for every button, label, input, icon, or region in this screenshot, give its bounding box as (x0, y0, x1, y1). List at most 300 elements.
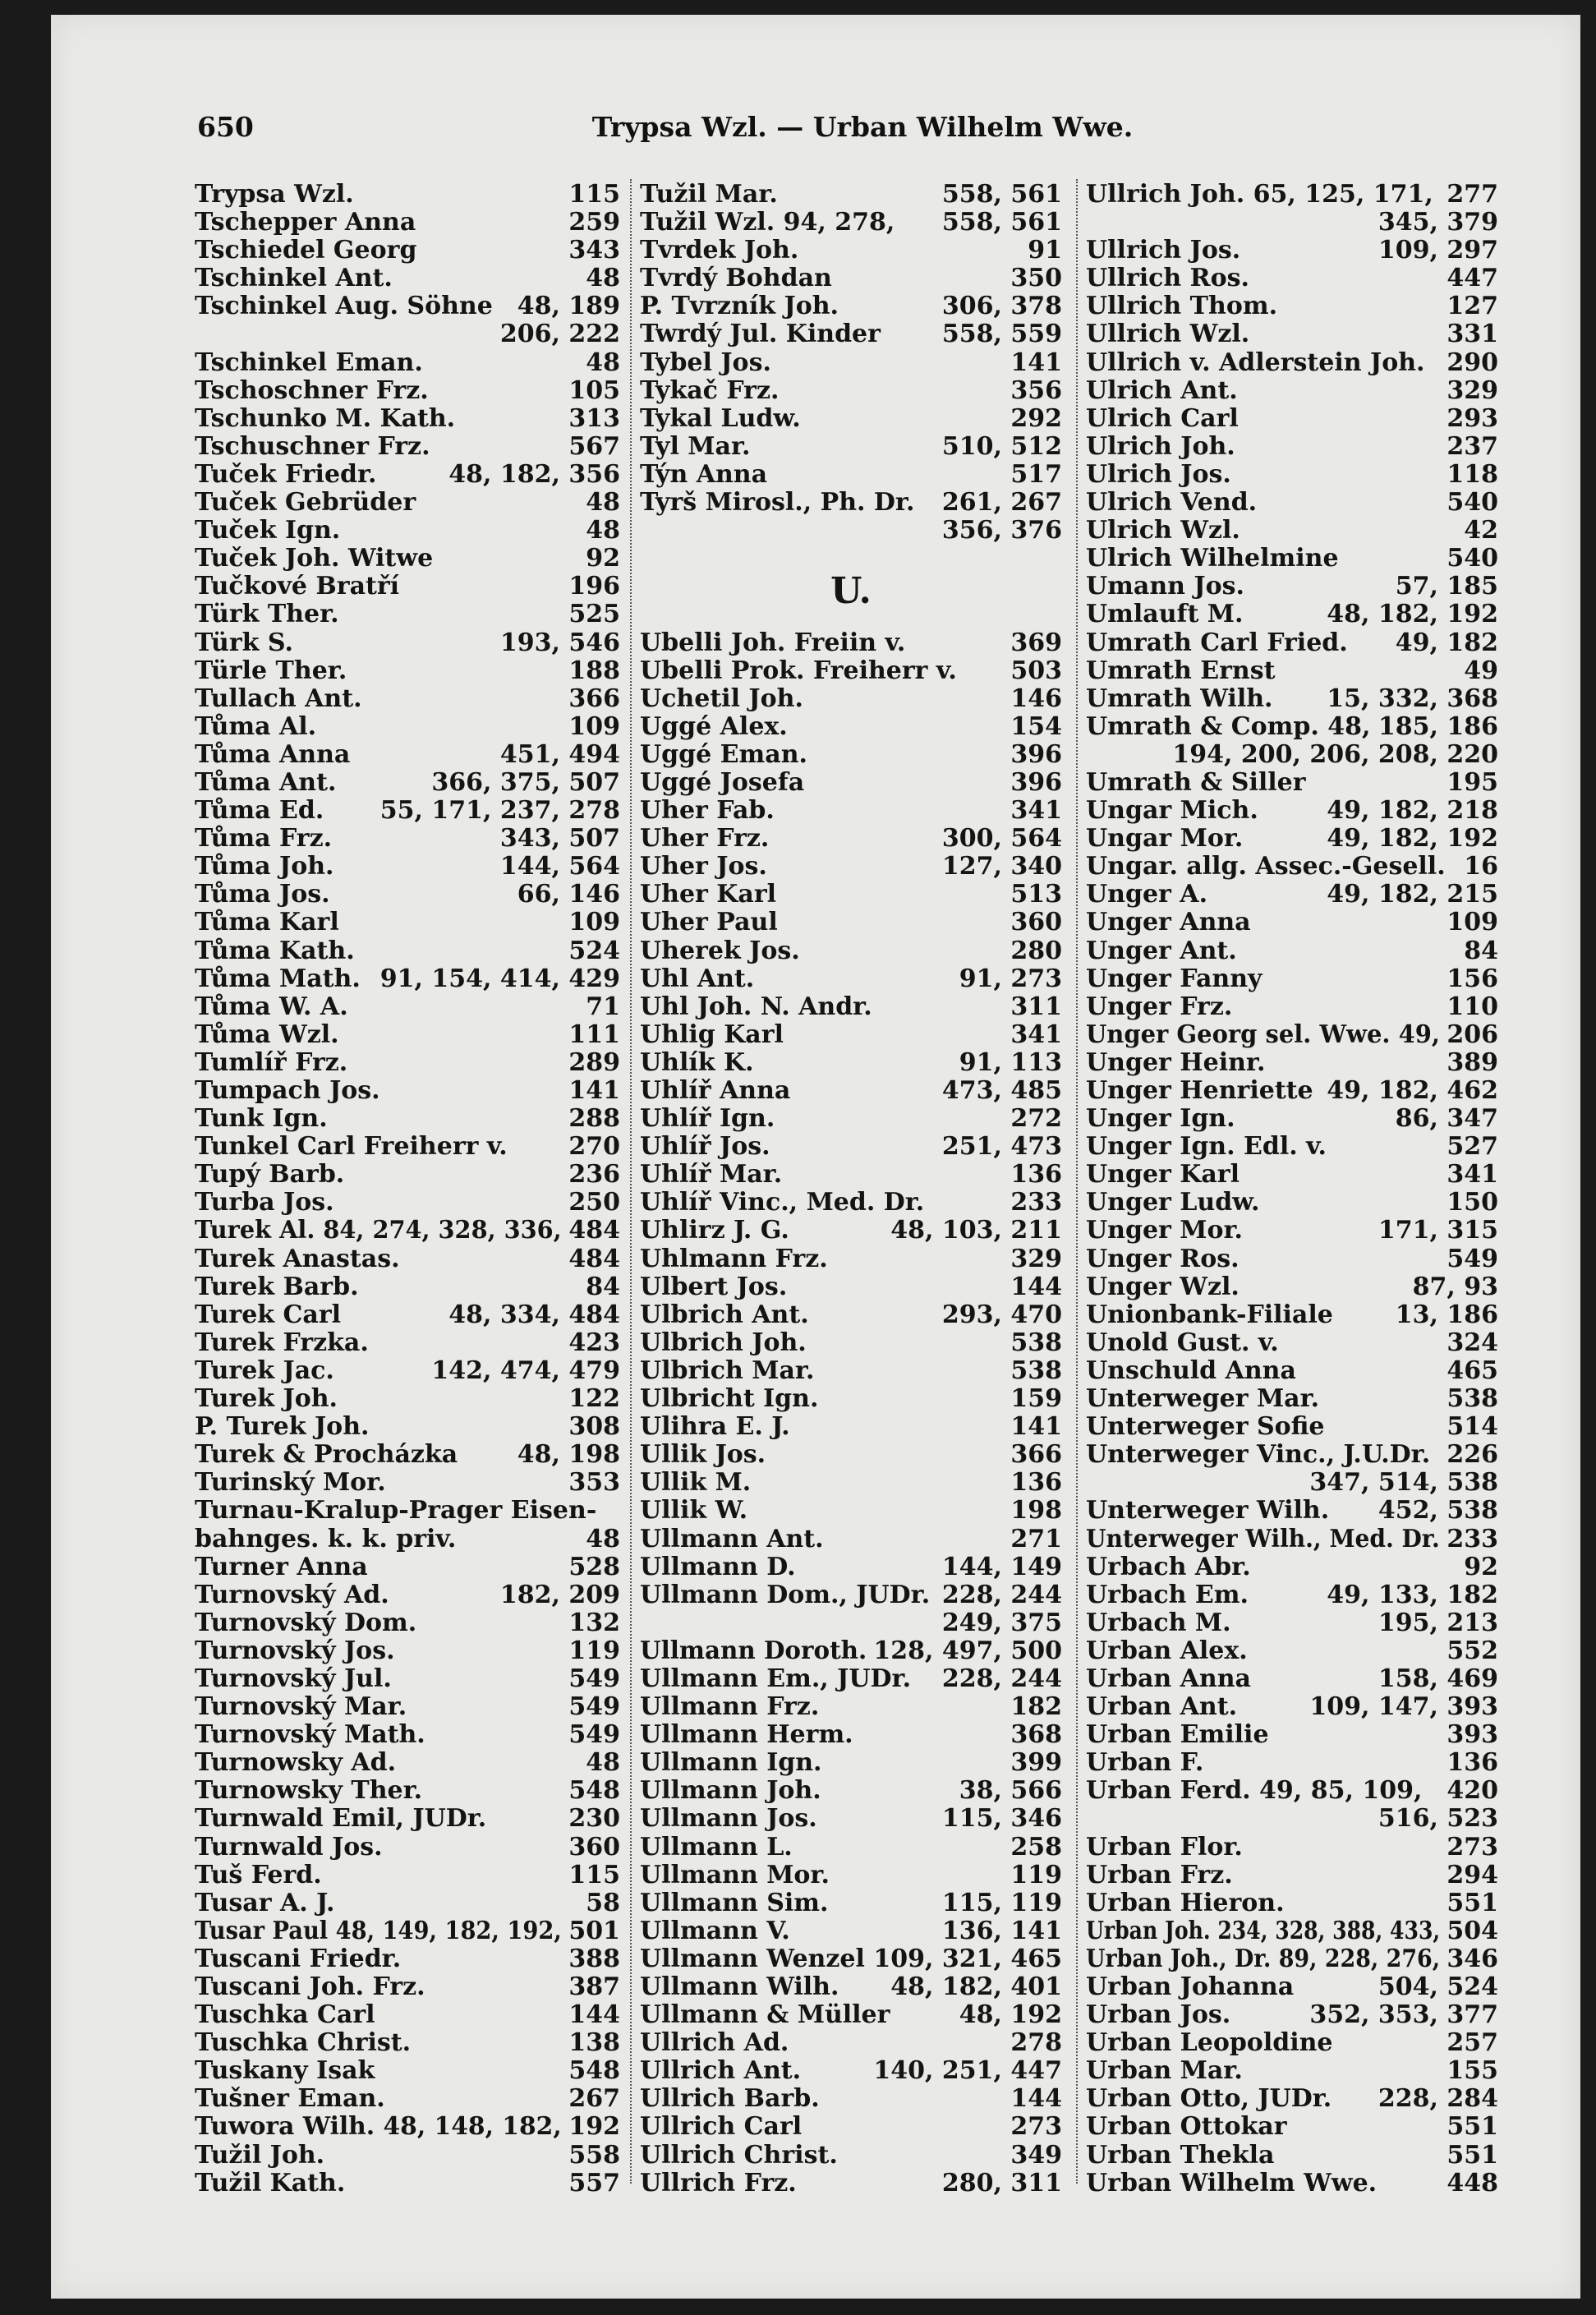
index-entry (1086, 1749, 1498, 1777)
entry-name: Tůma Wzl. (195, 1019, 339, 1049)
index-entry (1086, 1917, 1498, 1945)
index-entry (1086, 1077, 1498, 1105)
entry-name: Tůma Joh. (195, 852, 334, 881)
index-entry (640, 937, 1062, 965)
index-entry (195, 1441, 620, 1469)
entry-pages: 259 (568, 208, 620, 237)
entry-name: Uhlíř Mar. (640, 1160, 783, 1190)
entry-pages: 387 (568, 1972, 620, 2001)
index-entry (1086, 1721, 1498, 1749)
index-entry (195, 2029, 620, 2057)
index-entry (1086, 1665, 1498, 1693)
entry-pages: 558, 559 (941, 320, 1062, 349)
index-entry (195, 1917, 620, 1945)
entry-name: Unterweger Sofie (1086, 1412, 1325, 1442)
entry-pages: 551 (1447, 2140, 1498, 2170)
index-entry (1086, 265, 1498, 292)
entry-name: Tučkové Bratří (195, 572, 400, 601)
entry-pages: 389 (1447, 1047, 1498, 1077)
entry-pages: 393 (1447, 1720, 1498, 1750)
entry-name: Unger Ign. Edl. v. (1086, 1132, 1327, 1162)
index-entry (195, 237, 620, 265)
entry-name: Unger Mor. (1086, 1216, 1244, 1245)
index-entry (195, 1749, 620, 1777)
entry-name: Uherek Jos. (640, 936, 800, 965)
entry-pages: 261, 267 (941, 488, 1062, 518)
entry-pages: 278 (1010, 2028, 1062, 2058)
entry-pages: 514 (1447, 1412, 1498, 1442)
index-entry (195, 1357, 620, 1385)
entry-name: Turek Carl (195, 1300, 342, 1329)
entry-name: Umann Jos. (1086, 572, 1244, 601)
index-entry (195, 909, 620, 937)
entry-name: Ullrich Jos. (1086, 236, 1241, 265)
index-entry (640, 1301, 1062, 1329)
entry-pages: 448 (1447, 2168, 1498, 2198)
entry-pages: 306, 378 (941, 292, 1062, 321)
index-entry (1086, 1777, 1498, 1805)
index-entry (195, 1945, 620, 1973)
entry-name: Tůma Al. (195, 711, 317, 741)
entry-pages: 38, 566 (959, 1776, 1062, 1806)
entry-pages: 501 (568, 1916, 620, 1945)
entry-pages: 206, 222 (499, 320, 620, 349)
entry-name: Ullmann Ant. (640, 1524, 824, 1553)
entry-name: Turek Frzka. (195, 1328, 369, 1357)
index-entry (1086, 433, 1498, 461)
entry-name: Unterweger Vinc., J.U.Dr. (1086, 1440, 1431, 1470)
entry-pages: 110 (1447, 992, 1498, 1021)
index-entry (195, 1077, 620, 1105)
entry-pages: 350 (1010, 264, 1062, 293)
entry-name: Tůma Anna (195, 739, 351, 769)
entry-name: Turnovský Math. (195, 1720, 425, 1750)
index-entry (1086, 2001, 1498, 2029)
index-entry (195, 685, 620, 713)
entry-pages: 251, 473 (941, 1132, 1062, 1162)
entry-pages: 140, 251, 447 (873, 2056, 1062, 2086)
entry-name: Uhl Ant. (640, 964, 755, 993)
index-entry (1086, 965, 1498, 993)
index-entry (1086, 461, 1498, 489)
entry-pages: 329 (1447, 375, 1498, 405)
index-entry (1086, 1805, 1498, 1833)
page-number: 650 (197, 111, 254, 143)
entry-name: Tschunko M. Kath. (195, 403, 456, 433)
entry-name: Urban Ferd. 49, 85, 109, (1086, 1776, 1423, 1806)
entry-pages: 16 (1464, 852, 1498, 881)
entry-pages: 182 (1010, 1692, 1062, 1722)
index-entry (1086, 545, 1498, 573)
index-entry (640, 1413, 1062, 1441)
entry-pages: 353 (568, 1468, 620, 1498)
entry-name: Unger Heinr. (1086, 1047, 1266, 1077)
entry-name: Tuwora Wilh. 48, 148, 182, (195, 2112, 562, 2142)
index-entry (640, 909, 1062, 937)
index-entry (1086, 713, 1498, 741)
entry-pages: 136 (1010, 1468, 1062, 1498)
entry-name: Turnowsky Ad. (195, 1748, 397, 1778)
entry-name: Ullmann L. (640, 1832, 793, 1862)
entry-name: Ullmann Dom., JUDr. (640, 1580, 931, 1609)
entry-name: Turnovský Jul. (195, 1664, 392, 1693)
entry-pages: 122 (568, 1384, 620, 1414)
entry-pages: 128, 497, 500 (873, 1636, 1062, 1665)
entry-pages: 49, 182, 218 (1327, 796, 1498, 826)
entry-name: Urban Jos. (1086, 2000, 1231, 2030)
entry-pages: 48, 198 (517, 1440, 620, 1470)
entry-name: Unger A. (1086, 880, 1208, 909)
index-entry (195, 2057, 620, 2085)
index-entry (1086, 1049, 1498, 1077)
entry-name: Tuček Joh. Witwe (195, 544, 434, 573)
index-entry (195, 1889, 620, 1917)
entry-pages: 15, 332, 368 (1327, 683, 1498, 713)
index-entry (640, 1553, 1062, 1581)
entry-pages: 525 (568, 600, 620, 629)
index-entry (195, 1497, 620, 1525)
entry-name: Ullmann Herm. (640, 1720, 853, 1750)
entry-pages: 109, 321, 465 (873, 1944, 1062, 1973)
entry-name: Urban Anna (1086, 1664, 1251, 1693)
index-entry (195, 1581, 620, 1609)
entry-name: Türk S. (195, 628, 293, 657)
entry-pages: 48 (586, 488, 620, 518)
entry-name: Unger Ant. (1086, 936, 1237, 965)
entry-name: Tužil Kath. (195, 2168, 346, 2198)
entry-pages: 206 (1447, 1019, 1498, 1049)
index-entry (640, 853, 1062, 881)
index-entry (1086, 349, 1498, 377)
entry-pages: 138 (568, 2028, 620, 2058)
index-entry (195, 265, 620, 292)
index-entry (1086, 2057, 1498, 2085)
entry-name: Turek Anastas. (195, 1244, 400, 1273)
index-entry (1086, 601, 1498, 628)
entry-pages: 185, 186 (1378, 711, 1498, 741)
entry-pages: 84 (1464, 936, 1498, 965)
entry-name: Tschuschner Frz. (195, 431, 430, 461)
entry-pages: 551 (1447, 1888, 1498, 1917)
entry-pages: 341 (1010, 796, 1062, 826)
index-entry (640, 405, 1062, 433)
entry-pages: 109 (1447, 908, 1498, 937)
entry-name: Uggé Josefa (640, 767, 805, 797)
entry-name: Tůma Frz. (195, 824, 333, 854)
index-entry (195, 1805, 620, 1833)
index-entry (1086, 2142, 1498, 2170)
entry-pages: 345, 379 (1378, 208, 1498, 237)
entry-pages: 48 (586, 516, 620, 545)
index-entry (195, 433, 620, 461)
entry-pages: 272 (1010, 1104, 1062, 1134)
entry-name: Tůma Karl (195, 908, 339, 937)
entry-name: Urban Wilhelm Wwe. (1086, 2168, 1378, 2198)
entry-name: Unterweger Wilh. (1086, 1496, 1330, 1526)
entry-pages: 66, 146 (517, 880, 620, 909)
entry-pages: 257 (1447, 2028, 1498, 2058)
index-entry (640, 1581, 1062, 1609)
entry-pages: 258 (1010, 1832, 1062, 1862)
entry-name: Tschepper Anna (195, 208, 416, 237)
entry-name: P. Tvrzník Joh. (640, 292, 839, 321)
entry-pages: 196 (568, 572, 620, 601)
entry-pages: 347, 514, 538 (1309, 1468, 1498, 1498)
entry-name: Ullrich Frz. (640, 2168, 797, 2198)
entry-name: Ubelli Prok. Freiherr v. (640, 656, 957, 685)
entry-pages: 300, 564 (941, 824, 1062, 854)
entry-pages: 504, 524 (1378, 1972, 1498, 2001)
index-entry (640, 2142, 1062, 2170)
entry-pages: 141 (1010, 347, 1062, 377)
entry-name: Ullrich Ros. (1086, 264, 1249, 293)
index-entry (640, 181, 1062, 209)
entry-pages: 132 (568, 1608, 620, 1637)
entry-pages: 141 (1010, 1412, 1062, 1442)
index-entry (640, 881, 1062, 909)
entry-name: Uhlíř Jos. (640, 1132, 770, 1162)
entry-name: Turek Al. 84, 274, 328, 336, (195, 1216, 562, 1245)
entry-name: Tschinkel Ant. (195, 264, 393, 293)
index-entry (1086, 881, 1498, 909)
index-entry (640, 320, 1062, 348)
entry-name: Turnovský Dom. (195, 1608, 417, 1637)
entry-pages: 156 (1447, 964, 1498, 993)
entry-pages: 48, 182, 401 (890, 1972, 1062, 2001)
index-entry (195, 713, 620, 741)
index-entry (195, 601, 620, 628)
index-entry (1086, 237, 1498, 265)
entry-pages: 484 (568, 1216, 620, 1245)
entry-name: Tuček Ign. (195, 516, 341, 545)
index-entry (1086, 685, 1498, 713)
entry-name: Unschuld Anna (1086, 1355, 1296, 1385)
index-entry (195, 657, 620, 685)
index-entry (1086, 1245, 1498, 1273)
index-entry (640, 797, 1062, 825)
entry-name: Tužil Mar. (640, 180, 778, 209)
entry-name: Turnwald Emil, JUDr. (195, 1804, 487, 1834)
index-entry (1086, 405, 1498, 433)
entry-pages: 49, 133, 182 (1327, 1580, 1498, 1609)
entry-pages: 567 (568, 431, 620, 461)
entry-pages: 13, 186 (1395, 1300, 1498, 1329)
entry-pages: 154 (1010, 711, 1062, 741)
entry-pages: 49, 182 (1395, 628, 1498, 657)
entry-pages: 237 (1447, 431, 1498, 461)
entry-pages: 349 (1010, 2140, 1062, 2170)
index-entry (1086, 573, 1498, 601)
index-entry (640, 237, 1062, 265)
entry-pages: 182, 209 (499, 1580, 620, 1609)
index-entry (1086, 1413, 1498, 1441)
section-heading (640, 570, 1062, 613)
index-entry (1086, 937, 1498, 965)
index-entry (195, 1105, 620, 1133)
entry-pages: 250 (568, 1188, 620, 1217)
entry-pages: 91 (1028, 236, 1062, 265)
index-entry (1086, 1945, 1498, 1973)
index-entry (1086, 657, 1498, 685)
index-entry (1086, 1189, 1498, 1217)
entry-pages: 57, 185 (1395, 572, 1498, 601)
index-entry (195, 349, 620, 377)
entry-pages: 198 (1010, 1496, 1062, 1526)
index-entry (1086, 1526, 1498, 1553)
index-entry (640, 1497, 1062, 1525)
index-entry (640, 2085, 1062, 2113)
entry-name: U. (830, 570, 872, 613)
entry-pages: 127 (1447, 292, 1498, 321)
index-entry (195, 1721, 620, 1749)
index-entry (195, 1609, 620, 1637)
entry-name: Ulrich Ant. (1086, 375, 1238, 405)
entry-pages: 343, 507 (499, 824, 620, 854)
index-entry (1086, 2085, 1498, 2113)
entry-name: Umrath Wilh. (1086, 683, 1273, 713)
index-entry (1086, 377, 1498, 405)
entry-name: Urbach M. (1086, 1608, 1231, 1637)
index-entry (195, 545, 620, 573)
entry-pages: 451, 494 (499, 739, 620, 769)
index-entry (640, 1049, 1062, 1077)
index-entry (640, 292, 1062, 320)
entry-pages: 49, 182, 462 (1327, 1076, 1498, 1105)
entry-pages: 115 (568, 1860, 620, 1889)
index-entry (1086, 1693, 1498, 1721)
entry-name: Unger Anna (1086, 908, 1251, 937)
entry-pages: 549 (1447, 1244, 1498, 1273)
entry-name: Ullmann Frz. (640, 1692, 820, 1722)
entry-name: Tumlíř Frz. (195, 1047, 348, 1077)
index-entry (195, 965, 620, 993)
entry-name: Uher Fab. (640, 796, 775, 826)
entry-name: Urban Johanna (1086, 1972, 1295, 2001)
index-entry (640, 1441, 1062, 1469)
entry-pages: 289 (568, 1047, 620, 1077)
index-entry (195, 1189, 620, 1217)
index-entry (195, 1637, 620, 1665)
index-entry (195, 1553, 620, 1581)
entry-name: Ullmann Wenzel (640, 1944, 865, 1973)
index-entry (195, 1021, 620, 1049)
index-entry (640, 517, 1062, 545)
entry-pages: 194, 200, 206, 208, 220 (1172, 739, 1498, 769)
entry-name: Urban Emilie (1086, 1720, 1269, 1750)
entry-name: Uchetil Joh. (640, 683, 803, 713)
entry-pages: 273 (1010, 2112, 1062, 2142)
entry-pages: 192 (568, 2112, 620, 2142)
entry-pages: 538 (1010, 1355, 1062, 1385)
index-entry (195, 377, 620, 405)
entry-pages: 452, 538 (1378, 1496, 1498, 1526)
entry-name: Ullmann V. (640, 1916, 790, 1945)
index-entry (1086, 517, 1498, 545)
entry-name: Ulihra E. J. (640, 1412, 790, 1442)
index-entry (1086, 1889, 1498, 1917)
index-entry (195, 489, 620, 517)
entry-pages: 84 (586, 1272, 620, 1301)
entry-pages: 308 (568, 1412, 620, 1442)
entry-pages: 109 (568, 908, 620, 937)
entry-pages: 538 (1010, 1328, 1062, 1357)
index-entry (195, 1862, 620, 1889)
index-entry (195, 292, 620, 320)
entry-name: Týn Anna (640, 459, 768, 489)
index-entry (195, 1161, 620, 1189)
index-entry (195, 405, 620, 433)
entry-name: Unold Gust. v. (1086, 1328, 1279, 1357)
entry-pages: 484 (568, 1244, 620, 1273)
entry-pages: 360 (568, 1832, 620, 1862)
index-entry (195, 573, 620, 601)
entry-name: Ullrich Thom. (1086, 292, 1278, 321)
index-entry (195, 2170, 620, 2198)
entry-pages: 228, 244 (941, 1580, 1062, 1609)
entry-name: Tykač Frz. (640, 375, 780, 405)
entry-pages: 271 (1010, 1524, 1062, 1553)
index-entry (1086, 1469, 1498, 1497)
entry-name: Tuschka Christ. (195, 2028, 412, 2058)
entry-pages: 48 (586, 1748, 620, 1778)
index-entry (195, 1133, 620, 1161)
entry-pages: 119 (1010, 1860, 1062, 1889)
entry-name: Urban Frz. (1086, 1860, 1233, 1889)
index-entry (640, 545, 1062, 573)
entry-name: Turnovský Mar. (195, 1692, 407, 1722)
entry-name: Unger Karl (1086, 1160, 1240, 1190)
index-entry (195, 881, 620, 909)
entry-name: Tusar Paul 48, 149, 182, 192, (195, 1916, 562, 1945)
entry-pages: 549 (568, 1664, 620, 1693)
index-entry (640, 769, 1062, 797)
index-entry (195, 769, 620, 797)
index-entry (1086, 1497, 1498, 1525)
entry-name: Tuš Ferd. (195, 1860, 322, 1889)
index-entry (195, 1777, 620, 1805)
index-entry (1086, 1862, 1498, 1889)
entry-pages: 144 (568, 2000, 620, 2030)
entry-pages: 527 (1447, 1132, 1498, 1162)
entry-pages: 86, 347 (1395, 1104, 1498, 1134)
entry-name: Unger Ros. (1086, 1244, 1240, 1273)
entry-pages: 188 (568, 656, 620, 685)
entry-name: Ungar. allg. Assec.-Gesell. (1086, 852, 1446, 881)
entry-pages: 195, 213 (1378, 1608, 1498, 1637)
entry-pages: 396 (1010, 739, 1062, 769)
entry-pages: 513 (1010, 880, 1062, 909)
index-entry (640, 1385, 1062, 1413)
entry-name: Urban Hieron. (1086, 1888, 1285, 1917)
entry-name: Ullmann Doroth. (640, 1636, 867, 1665)
entry-name: P. Turek Joh. (195, 1412, 370, 1442)
entry-pages: 228, 244 (941, 1664, 1062, 1693)
entry-pages: 557 (568, 2168, 620, 2198)
index-entry (195, 1301, 620, 1329)
index-entry (1086, 1441, 1498, 1469)
entry-name: Unionbank-Filiale (1086, 1300, 1333, 1329)
index-entry (1086, 1133, 1498, 1161)
entry-pages: 58 (586, 1888, 620, 1917)
entry-pages: 558 (568, 2140, 620, 2170)
index-entry (1086, 2170, 1498, 2198)
entry-pages: 311 (1010, 992, 1062, 1021)
index-entry (1086, 209, 1498, 237)
index-entry (640, 1077, 1062, 1105)
entry-name: Umrath & Comp. 48, (1086, 711, 1371, 741)
entry-pages: 329 (1010, 1244, 1062, 1273)
entry-pages: 193, 546 (499, 628, 620, 657)
